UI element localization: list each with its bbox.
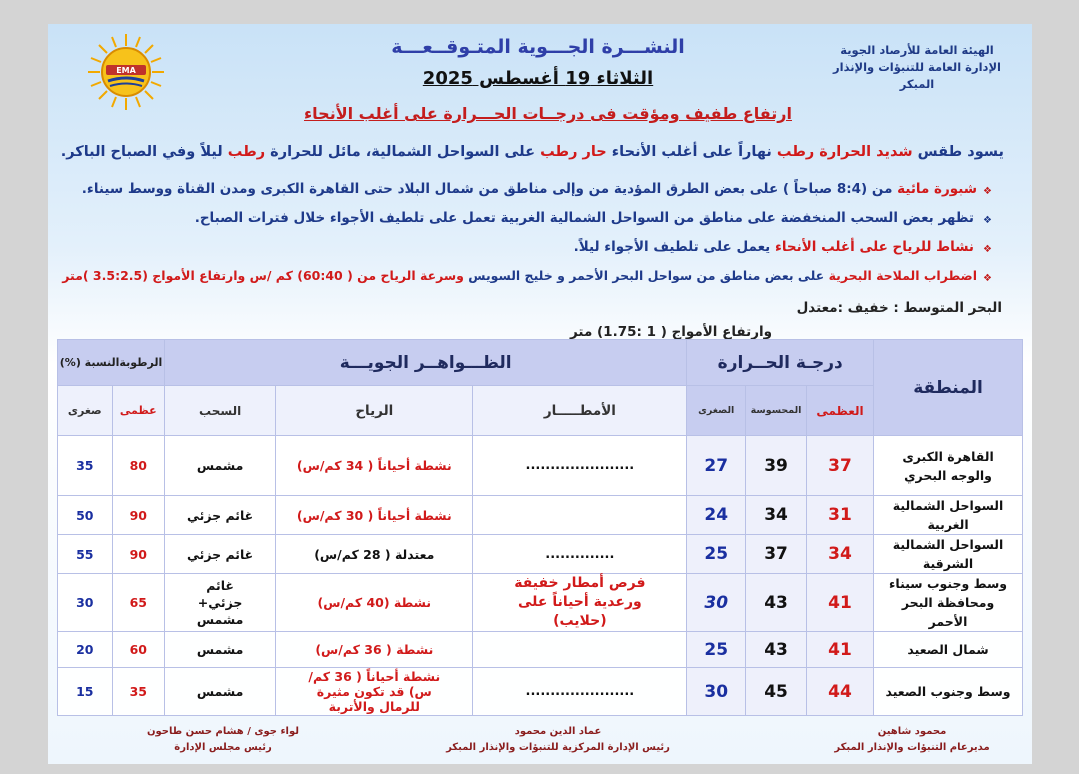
max-temp-cell: 31 bbox=[806, 496, 873, 535]
sea-state-line1: البحر المتوسط : خفيف :معتدل bbox=[796, 300, 1002, 316]
max-temp-cell: 34 bbox=[806, 535, 873, 574]
humidity-max-cell: 35 bbox=[112, 668, 164, 716]
region-cell: القاهرة الكبرى والوجه البحري bbox=[874, 436, 1023, 496]
bulletin-title: النشـــرة الجـــوية المتـوقــعـــة bbox=[391, 36, 685, 58]
sea-state-line2: وارتفاع الأمواج ( 1 :1.75) متر bbox=[570, 324, 772, 340]
table-row bbox=[58, 496, 1023, 535]
bullet-clouds: ❖ تظهر بعض السحب المنخفضة على مناطق من السواحل الشمالية الغربية تعمل على تلطيف الأجواء خلال فترات الصباح. bbox=[92, 209, 992, 238]
organization-header bbox=[822, 42, 1012, 93]
header-min: الصغرى bbox=[687, 386, 746, 436]
diamond-bullet-icon: ❖ bbox=[983, 215, 992, 226]
min-temp-cell: 24 bbox=[687, 496, 746, 535]
rain-cell: ...................... bbox=[473, 668, 687, 716]
header-temperature: درجـة الحــرارة bbox=[687, 340, 874, 386]
header-clouds: السحب bbox=[165, 386, 276, 436]
humidity-max-cell: 65 bbox=[112, 574, 164, 632]
rain-cell: فرص أمطار خفيفة ورعدية أحياناً على (حلايب) bbox=[473, 574, 687, 632]
max-temp-cell: 41 bbox=[806, 574, 873, 632]
feels-like-cell: 39 bbox=[746, 436, 807, 496]
min-temp-cell: 25 bbox=[687, 535, 746, 574]
signature-forecast-director bbox=[812, 724, 1012, 756]
wind-cell: نشطة أحياناً ( 34 كم/س) bbox=[276, 436, 473, 496]
feels-like-cell: 43 bbox=[746, 574, 807, 632]
wind-cell: نشطة أحياناً ( 30 كم/س) bbox=[276, 496, 473, 535]
bulletin-headline: ارتفاع طفيف ومؤقت فى درجــات الحـــرارة على أغلب الأنحاء bbox=[303, 104, 792, 123]
region-cell: شمال الصعيد bbox=[874, 632, 1023, 668]
feels-like-cell: 34 bbox=[746, 496, 807, 535]
min-temp-cell: 30 bbox=[687, 668, 746, 716]
humidity-min-cell: 30 bbox=[58, 574, 113, 632]
wind-cell: نشطة (40 كم/س) bbox=[276, 574, 473, 632]
humidity-min-cell: 15 bbox=[58, 668, 113, 716]
wind-cell: معتدلة ( 28 كم/س) bbox=[276, 535, 473, 574]
signature-name: محمود شاهين bbox=[877, 726, 947, 737]
wind-cell: نشطة ( 36 كم/س) bbox=[276, 632, 473, 668]
svg-text:EMA: EMA bbox=[116, 66, 136, 75]
bulletin-date: الثلاثاء 19 أغسطس 2025 bbox=[422, 68, 654, 89]
header-phenomena: الظـــواهــر الجويـــة bbox=[165, 340, 687, 386]
diamond-bullet-icon: ❖ bbox=[983, 273, 992, 284]
signature-name: عماد الدين محمود bbox=[514, 726, 602, 737]
cloud-cell: غائم جزئي+ مشمس bbox=[165, 574, 276, 632]
humidity-max-cell: 90 bbox=[112, 496, 164, 535]
header-humidity-min: صغرى bbox=[58, 386, 113, 436]
cloud-cell: مشمس bbox=[165, 436, 276, 496]
signature-title: مديرعام التنبؤات والإنذار المبكر bbox=[834, 742, 990, 753]
signature-title: رئيس مجلس الإدارة bbox=[174, 742, 272, 753]
cloud-cell: مشمس bbox=[165, 632, 276, 668]
rain-cell: ...................... bbox=[473, 436, 687, 496]
feels-like-cell: 37 bbox=[746, 535, 807, 574]
humidity-max-cell: 90 bbox=[112, 535, 164, 574]
sea-state bbox=[570, 296, 1002, 344]
max-temp-cell: 44 bbox=[806, 668, 873, 716]
org-name: الهيئة العامة للأرصاد الجوية bbox=[840, 43, 994, 57]
signature-name: لواء جوى / هشام حسن طاحون bbox=[146, 726, 300, 737]
cloud-cell: غائم جزئي bbox=[165, 535, 276, 574]
header-humidity-max: عظمى bbox=[112, 386, 164, 436]
min-temp-cell: 25 bbox=[687, 632, 746, 668]
table-row bbox=[58, 668, 1023, 716]
table-row bbox=[58, 436, 1023, 496]
forecast-bullets bbox=[62, 180, 992, 296]
humidity-min-cell: 55 bbox=[58, 535, 113, 574]
humidity-max-cell: 60 bbox=[112, 632, 164, 668]
header-wind: الرياح bbox=[276, 386, 473, 436]
header-humidity: الرطوبةالنسبة (%) bbox=[58, 340, 165, 386]
humidity-min-cell: 20 bbox=[58, 632, 113, 668]
cloud-cell: مشمس bbox=[165, 668, 276, 716]
min-temp-cell: 27 bbox=[687, 436, 746, 496]
header-region: المنطقة bbox=[874, 340, 1023, 436]
humidity-min-cell: 35 bbox=[58, 436, 113, 496]
rain-cell bbox=[473, 632, 687, 668]
region-cell: وسط وجنوب الصعيد bbox=[874, 668, 1023, 716]
diamond-bullet-icon: ❖ bbox=[983, 244, 992, 255]
bullet-marine: ❖ اضطراب الملاحة البحرية على بعض مناطق من سواحل البحر الأحمر و خليج السويس وسرعة الرياح من ( 60:40) كم /س وارتفاع الأمواج (3.5:2.5 )متر bbox=[92, 267, 992, 296]
header-rain: الأمطـــــار bbox=[473, 386, 687, 436]
cloud-cell: غائم جزئي bbox=[165, 496, 276, 535]
table-row bbox=[58, 535, 1023, 574]
intro-paragraph: يسود طقس شديد الحرارة رطب نهاراً على أغلب الأنحاء حار رطب على السواحل الشمالية، مائل للحرارة رطب ليلاً وفي الصباح الباكر. bbox=[60, 144, 1004, 160]
bulletin-page bbox=[48, 24, 1032, 764]
rain-cell: .............. bbox=[473, 535, 687, 574]
feels-like-cell: 45 bbox=[746, 668, 807, 716]
wind-cell: نشطة أحياناً ( 36 كم/س) قد تكون مثيرة للرمال والأتربة bbox=[276, 668, 473, 716]
header-max: العظمى bbox=[806, 386, 873, 436]
max-temp-cell: 37 bbox=[806, 436, 873, 496]
ema-logo bbox=[86, 32, 166, 112]
bullet-wind: ❖ نشاط للرياح على أغلب الأنحاء يعمل على تلطيف الأجواء ليلاً. bbox=[92, 238, 992, 267]
signature-title: رئيس الإدارة المركزية للتنبؤات والإنذار المبكر bbox=[446, 742, 670, 753]
signature-chairman bbox=[108, 724, 338, 756]
forecast-table bbox=[57, 339, 1023, 716]
header-feels-like: المحسوسة bbox=[746, 386, 807, 436]
feels-like-cell: 43 bbox=[746, 632, 807, 668]
signature-central-director bbox=[438, 724, 678, 756]
rain-cell bbox=[473, 496, 687, 535]
bullet-fog: ❖ شبورة مائية من (8:4 صباحاً ) على بعض الطرق المؤدية من وإلى مناطق من شمال البلاد حتى القاهرة الكبرى ومدن القناة ووسط سيناء. bbox=[92, 180, 992, 209]
region-cell: السواحل الشمالية الشرقية bbox=[874, 535, 1023, 574]
org-department: الإدارة العامة للتنبؤات والإنذار المبكر bbox=[833, 60, 1001, 91]
min-temp-cell: 30 bbox=[687, 574, 746, 632]
diamond-bullet-icon: ❖ bbox=[983, 186, 992, 197]
table-row bbox=[58, 632, 1023, 668]
region-cell: وسط وجنوب سيناء ومحافظة البحر الأحمر bbox=[874, 574, 1023, 632]
max-temp-cell: 41 bbox=[806, 632, 873, 668]
humidity-min-cell: 50 bbox=[58, 496, 113, 535]
region-cell: السواحل الشمالية الغربية bbox=[874, 496, 1023, 535]
humidity-max-cell: 80 bbox=[112, 436, 164, 496]
table-row bbox=[58, 574, 1023, 632]
